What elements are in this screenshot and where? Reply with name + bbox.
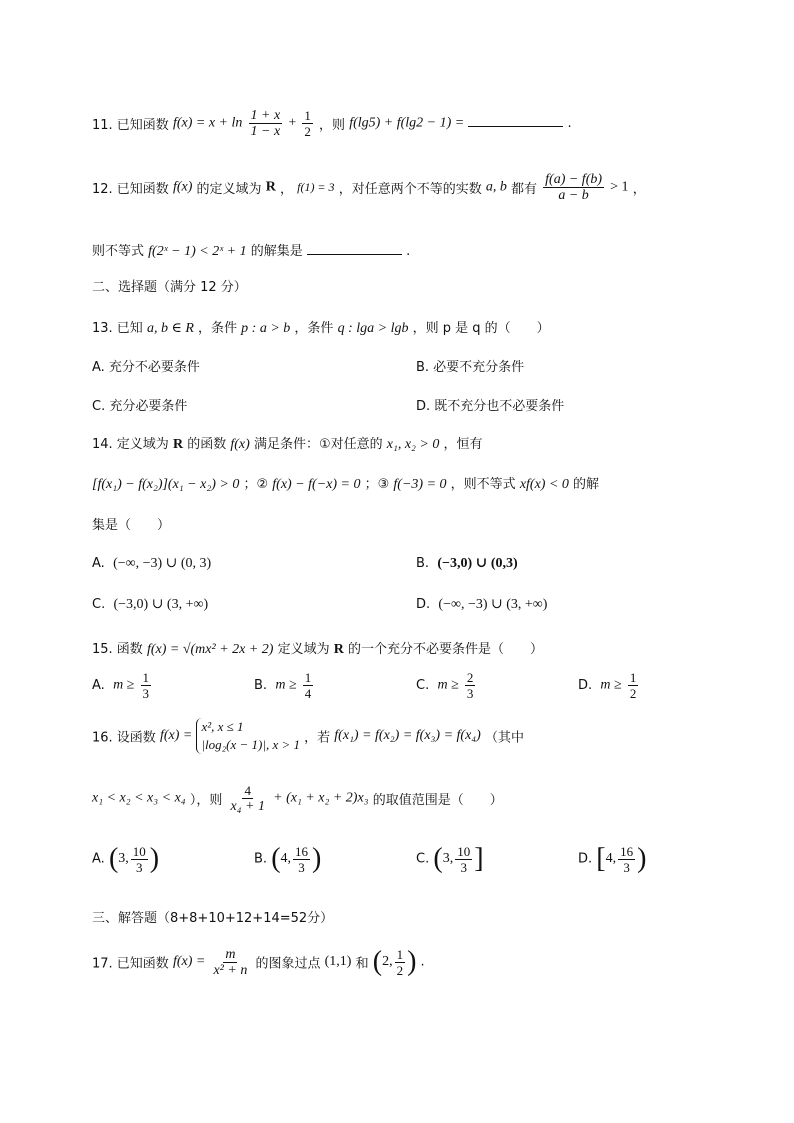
q16-text-1: 16. 设函数: [92, 730, 156, 746]
q14-text-5: ；②: [243, 477, 269, 492]
q15-text-1: 15. 函数: [92, 642, 143, 657]
q15-b-num: 1: [304, 670, 312, 685]
q15-d-den: 2: [629, 686, 637, 701]
q14-option-b-label: B.: [416, 556, 430, 571]
q14-option-c-label: C.: [92, 597, 106, 612]
q16-equation: f(x₁) = f(x₂) = f(x₃) = f(x₄): [334, 728, 481, 743]
q14-option-d-label: D.: [416, 597, 431, 612]
q17-point-2-x: 2,: [382, 954, 393, 969]
q16-text-5: 的取值范围是（ ）: [372, 793, 503, 808]
q16-option-c-start: 3,: [442, 851, 454, 866]
question-14-line-2: [92, 473, 734, 493]
q12-number: 12. 已知函数: [92, 182, 169, 197]
q16-option-b-rparen: ): [312, 843, 322, 874]
q13-text-2: ，条件: [198, 321, 238, 336]
q12-fraction: [543, 172, 604, 203]
q16-option-b-start: 4,: [280, 851, 292, 866]
q16-option-b-fraction: [293, 844, 310, 875]
q14-option-a-text: (−∞, −3) ∪ (0, 3): [113, 556, 212, 571]
q13-option-a[interactable]: A. 充分不必要条件: [92, 360, 200, 375]
q14-x12: x₁, x₂ > 0: [386, 437, 440, 452]
q12-R: R: [265, 179, 276, 195]
q15-function: f(x) = √(mx² + 2x + 2): [146, 642, 274, 657]
q14-inequality: xf(x) < 0: [519, 477, 569, 492]
q16-frac-numerator: 4: [244, 783, 251, 798]
q14-option-b-text: (−3,0) ∪ (0,3): [437, 556, 518, 571]
q12-inequality: f(2ˣ − 1) < 2ˣ + 1: [148, 244, 247, 259]
q14-text-8: 的解: [573, 477, 600, 492]
q15-c-num: 2: [466, 670, 474, 685]
q15-option-a-fraction: [141, 670, 152, 701]
q15-option-d-label: D.: [578, 678, 593, 693]
q15-c-den: 3: [466, 686, 474, 701]
question-15: [92, 638, 734, 658]
q16-option-d[interactable]: [578, 843, 646, 875]
q14-text-7: ，则不等式: [450, 477, 516, 492]
section-2-heading: 二、选择题（满分 12 分）: [92, 280, 247, 295]
q12-text-2: ，: [279, 182, 293, 197]
q16-b-den: 3: [298, 859, 305, 875]
q12-text-1: 的定义域为: [196, 182, 262, 197]
q14-text-2: 的函数: [187, 437, 227, 452]
q14-option-d-text: (−∞, −3) ∪ (3, +∞): [438, 597, 548, 612]
q12-line2-pre: 则不等式: [92, 244, 145, 259]
q16-option-c-label: C.: [416, 851, 430, 867]
q14-option-c-text: (−3,0) ∪ (3, +∞): [113, 597, 209, 612]
q12-gt: > 1: [610, 179, 629, 195]
q13-option-c[interactable]: C. 充分必要条件: [92, 399, 188, 414]
q16-piecewise: [196, 718, 300, 754]
q11-frac1-denominator: 1 − x: [250, 124, 281, 139]
q15-option-c-label: C.: [416, 678, 430, 693]
q16-text-4: ），则: [189, 793, 223, 808]
q17-text-1: 17. 已知函数: [92, 956, 169, 972]
q17-text-2: 的图象过点: [255, 956, 321, 972]
q17-point-2-rparen: ): [407, 946, 417, 977]
q16-option-c-rbracket: ]: [474, 843, 484, 874]
q15-option-c-fraction: [465, 670, 476, 701]
q12-text-4: 都有: [510, 182, 537, 197]
q13-option-b[interactable]: B. 必要不充分条件: [416, 360, 525, 375]
q15-option-b[interactable]: [254, 670, 315, 701]
q16-a-den: 3: [136, 859, 143, 875]
q15-option-d[interactable]: [578, 670, 640, 701]
q16-option-a-lparen: (: [108, 843, 119, 874]
question-12-line-2: [92, 240, 734, 260]
q16-order: x₁ < x₂ < x₃ < x₄: [92, 790, 186, 806]
q14-fx: f(x): [230, 437, 250, 452]
question-12: [92, 172, 734, 203]
q16-option-b-lparen: (: [271, 843, 281, 874]
q16-option-d-fraction: [618, 844, 635, 875]
q11-frac2-numerator: 1: [304, 108, 311, 123]
q13-text-1: 13. 已知: [92, 321, 143, 336]
q11-expression: f(lg5) + f(lg2 − 1) =: [349, 115, 465, 131]
q11-function: f(x) = x + ln: [172, 115, 243, 131]
q14-text-4: ，恒有: [443, 437, 483, 452]
q13-ab: a, b ∈ R: [146, 321, 194, 336]
q11-answer-blank[interactable]: [468, 126, 563, 127]
q17-frac-denominator: x² + n: [213, 962, 248, 978]
q11-frac1-numerator: 1 + x: [250, 108, 281, 123]
q17-p2-den: 2: [396, 962, 404, 978]
q14-option-a[interactable]: [92, 555, 211, 572]
q15-option-a-pre: m ≥: [113, 677, 135, 693]
question-16: [92, 718, 734, 754]
q14-text-3: 满足条件：①对任意的: [253, 437, 383, 452]
q14-text-1: 14. 定义域为: [92, 437, 169, 452]
q14-option-b[interactable]: [416, 555, 518, 572]
q17-fx: f(x) =: [172, 954, 206, 969]
question-11: [92, 108, 734, 139]
q12-frac-denominator: a − b: [558, 188, 589, 203]
q14-condition-1: [f(x₁) − f(x₂)](x₁ − x₂) > 0: [92, 477, 240, 492]
q15-text-2: 定义域为: [277, 642, 330, 657]
q14-text-6: ；③: [364, 477, 390, 492]
q16-fx: f(x) =: [159, 728, 193, 743]
q16-c-num: 10: [457, 843, 471, 859]
q17-p2-num: 1: [396, 946, 404, 962]
q15-option-c-pre: m ≥: [437, 677, 459, 693]
q15-option-b-fraction: [303, 670, 314, 701]
q16-option-a-fraction: [131, 844, 148, 875]
q12-text-5: ，: [632, 182, 646, 197]
q15-R: R: [333, 642, 344, 657]
q16-option-d-label: D.: [578, 851, 593, 867]
q17-frac-numerator: m: [225, 946, 236, 962]
q16-option-c[interactable]: [416, 843, 484, 875]
q14-option-c[interactable]: [92, 596, 208, 613]
q16-text-2: ，若: [304, 730, 331, 746]
q15-a-den: 3: [142, 686, 149, 701]
q13-condition-p: p : a > b: [241, 321, 291, 336]
q15-option-a-label: A.: [92, 678, 105, 693]
q15-option-d-pre: m ≥: [600, 677, 622, 693]
q16-fraction: [228, 783, 267, 814]
q15-a-num: 1: [142, 670, 149, 685]
q16-option-d-start: 4,: [605, 851, 617, 866]
q16-expression: + (x₁ + x₂ + 2)x₃: [273, 790, 369, 806]
q17-fraction: [211, 947, 249, 978]
q12-f1: f(1) = 3: [297, 180, 335, 194]
q11-frac2-denominator: 2: [304, 124, 311, 139]
q14-R: R: [172, 437, 184, 452]
q12-answer-blank[interactable]: [307, 254, 402, 255]
q16-option-a-start: 3,: [118, 851, 129, 866]
q17-period: .: [420, 954, 425, 970]
q11-number: 11. 已知函数: [92, 118, 169, 133]
q16-option-a-rparen: ): [149, 843, 160, 874]
q14-option-d[interactable]: [416, 596, 547, 613]
q16-option-a-label: A.: [92, 851, 105, 867]
q12-ab: a, b: [485, 179, 507, 195]
q16-option-b-label: B.: [254, 851, 268, 867]
q13-text-4: ，则 p 是 q 的（ ）: [412, 321, 550, 336]
q12-text-3: ，对任意两个不等的实数: [338, 182, 482, 197]
q15-option-b-label: B.: [254, 678, 268, 693]
q12-line2-post: 的解集是: [250, 244, 303, 259]
q16-option-c-fraction: [455, 844, 472, 875]
q17-text-3: 和: [355, 956, 369, 972]
question-17: [92, 946, 734, 978]
q11-text: ，则: [319, 118, 346, 133]
q16-c-den: 3: [460, 859, 467, 875]
q17-point-2-fraction: [395, 947, 406, 978]
question-16-line-2: [92, 783, 734, 814]
q15-b-den: 4: [304, 686, 312, 701]
q11-plus: +: [288, 115, 297, 131]
q16-option-d-lbracket: [: [596, 843, 606, 874]
q11-fraction-1: [249, 108, 283, 139]
q17-point-2-lparen: (: [372, 946, 383, 977]
q14-option-a-label: A.: [92, 556, 105, 571]
q16-d-num: 16: [620, 843, 634, 859]
q12-period: .: [406, 244, 411, 259]
q15-option-c[interactable]: [416, 670, 477, 701]
q12-fx: f(x): [172, 179, 193, 195]
q16-text-3: （其中: [484, 730, 524, 746]
q12-frac-numerator: f(a) − f(b): [545, 172, 603, 187]
q16-case-2: |log₂(x − 1)|, x > 1: [201, 737, 300, 752]
section-3-heading: 三、解答题（8+8+10+12+14=52分）: [92, 911, 334, 926]
q14-condition-3: f(−3) = 0: [393, 477, 447, 492]
q13-condition-q: q : lga > lgb: [337, 321, 409, 336]
q17-point-1: (1,1): [324, 954, 352, 969]
q15-option-d-fraction: [628, 670, 639, 701]
q16-a-num: 10: [132, 843, 146, 859]
q11-fraction-2: [302, 108, 313, 139]
q16-b-num: 16: [295, 843, 309, 859]
q16-option-d-rparen: ): [637, 843, 647, 874]
q16-case-1: x², x ≤ 1: [201, 719, 244, 734]
q16-frac-denominator: x₄ + 1: [230, 799, 265, 814]
q13-option-d[interactable]: D. 既不充分也不必要条件: [416, 399, 565, 414]
q15-option-b-pre: m ≥: [275, 677, 297, 693]
q15-option-a[interactable]: [92, 670, 153, 701]
q16-option-c-lparen: (: [433, 843, 443, 874]
q14-line-3: 集是（ ）: [92, 518, 171, 533]
question-14: [92, 433, 734, 453]
q16-d-den: 3: [623, 859, 630, 875]
question-13: [92, 317, 734, 337]
q16-option-b[interactable]: [254, 843, 321, 875]
q13-text-3: ，条件: [294, 321, 334, 336]
q15-text-3: 的一个充分不必要条件是（ ）: [348, 642, 544, 657]
q16-option-a[interactable]: [92, 843, 159, 875]
q11-period: .: [567, 116, 572, 131]
q14-condition-2: f(x) − f(−x) = 0: [272, 477, 361, 492]
q15-d-num: 1: [629, 670, 637, 685]
